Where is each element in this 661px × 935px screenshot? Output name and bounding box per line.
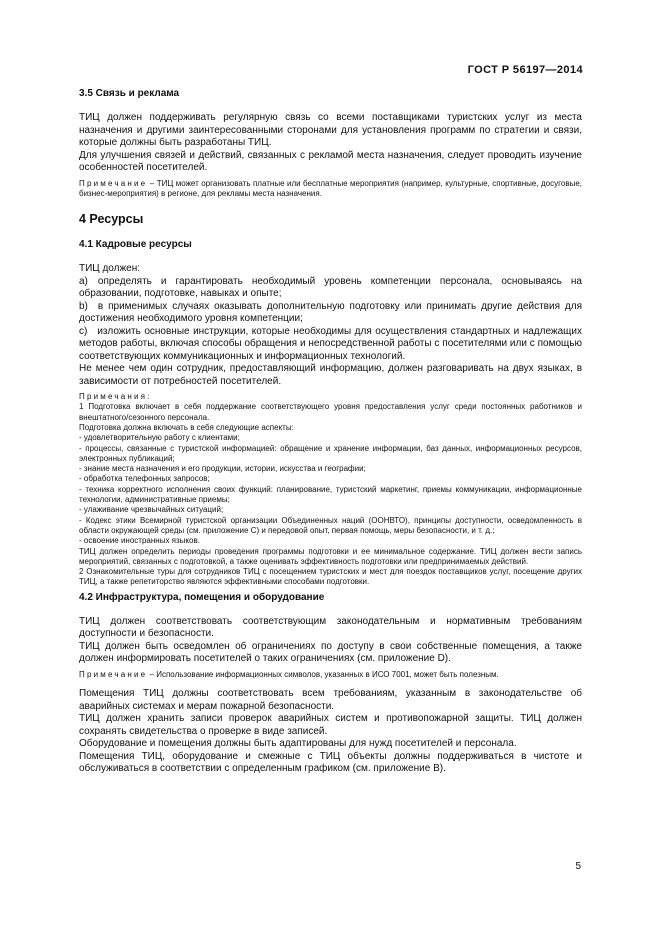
section-4-2-paragraph-6: Помещения ТИЦ, оборудование и смежные с ТИЦ объекты должны поддерживаться в чистоте и обслуживаться в соответствии с определенным графиком (см. приложение В). xyxy=(79,750,582,775)
notes-label: Примечания: xyxy=(79,392,152,402)
note-1-training-periods: ТИЦ должен определить периоды проведения программы подготовки и ее минимальное содержание. ТИЦ должен вести запись мероприятий, связанных с подготовкой, а также оценивать эффективность подготовки или предпринимаемых действий. xyxy=(79,546,582,566)
note-aspect-item: - освоение иностранных языков. xyxy=(79,536,200,546)
section-4-2-paragraph-5: Оборудование и помещения должны быть адаптированы для нужд посетителей и персонала. xyxy=(79,738,517,750)
page-content xyxy=(79,88,582,776)
section-4-title: 4 Ресурсы xyxy=(79,212,144,227)
section-4-2-title: 4.2 Инфраструктура, помещения и оборудование xyxy=(79,591,325,603)
note-label: Примечание xyxy=(79,178,148,188)
note-aspect-item: - техника корректного исполнения своих функций: планирование, туристский маркетинг, приемы коммуникации, информационные технологии, административные приемы; xyxy=(79,484,582,505)
note-aspect-item: - удовлетворительную работу с клиентами; xyxy=(79,433,240,443)
list-item-b: b) в применимых случаях оказывать дополнительную подготовку или принимать другие действия для достижения необходимого уровня компетенции; xyxy=(79,300,582,325)
section-4-1-title: 4.1 Кадровые ресурсы xyxy=(79,239,192,251)
section-4-2-paragraph-4: ТИЦ должен хранить записи проверок аварийных систем и противопожарной защиты. ТИЦ должен сохранять свидетельства о проверке в виде записей. xyxy=(79,713,582,737)
section-3-5-note xyxy=(79,179,582,200)
section-3-5-paragraph xyxy=(79,112,582,150)
note-aspect-item: - Кодекс этики Всемирной туристской организации Объединенных наций (ООНВТО), принципы доступности, осведомленность в области окружающей среды (см. приложение С) и передовой опыт, первая помощь, меры безопасности, и т. д.; xyxy=(79,515,582,535)
section-4-2-paragraph-2: ТИЦ должен быть осведомлен об ограничениях по доступу в свои собственные помещения, а также должен информировать посетителей о таких ограничениях (см. приложение D). xyxy=(79,640,582,665)
standard-code-header: ГОСТ Р 56197—2014 xyxy=(467,64,583,76)
section-4-1-intro: ТИЦ должен: xyxy=(79,263,141,275)
note-2: 2 Ознакомительные туры для сотрудников ТИЦ с посещением туристских и мест для поездок поставщиков услуг, посещение других ТИЦ, а также репетиторство являются эффективными способами подготовки. xyxy=(79,567,582,587)
note-label: Примечание xyxy=(79,669,148,679)
note-aspect-item: - процессы, связанные с туристской информацией: обращение и хранение информации, баз данных, информационных ресурсов, электронных публикаций; xyxy=(79,443,582,463)
note-text: – ТИЦ может организовать платные или бесплатные мероприятия (например, культурные, спортивные, досуговые, бизнес-мероприятия) в регионе, для рекламы места назначения. xyxy=(79,178,582,198)
section-4-2-note xyxy=(79,670,582,680)
section-4-2-paragraph-1: ТИЦ должен соответствовать соответствующим законодательным и нормативным требованиям доступности и безопасности. xyxy=(79,615,582,640)
list-item-c: c) изложить основные инструкции, которые необходимы для осуществления стандартных и надлежащих методов работы, включая способы обращения и непосредственной работы с посетителями или с помощью соответствующих коммуникационных и информационных технологий. xyxy=(79,325,582,362)
note-text: – Использование информационных символов, указанных в ИСО 7001, может быть полезным. xyxy=(147,669,499,679)
note-1-aspects-intro: Подготовка должна включать в себя следующие аспекты: xyxy=(79,422,294,432)
section-3-5-p1: ТИЦ должен поддерживать регулярную связь со всеми поставщиками туристских услуг из места назначения и другими заинтересованными сторонами для установления программ по стратегии и связи, которые должны быть разработаны ТИЦ. xyxy=(79,112,582,148)
note-aspect-item: - знание места назначения и его продукции, истории, искусства и географии; xyxy=(79,464,366,474)
note-1: 1 Подготовка включает в себя поддержание соответствующего уровня предоставления услуг среди постоянных работников и внештатного/сезонного персонала. xyxy=(79,402,582,422)
note-aspect-item: - обработка телефонных запросов; xyxy=(79,474,210,484)
section-3-5-title: 3.5 Связь и реклама xyxy=(79,88,180,99)
note-aspect-item: - улаживание чрезвычайных ситуаций; xyxy=(79,505,224,515)
list-item-a: а) определять и гарантировать необходимый уровень компетенции персонала, основываясь на образовании, подготовке, навыках и опыте; xyxy=(79,275,582,300)
section-4-2-paragraph-3: Помещения ТИЦ должны соответствовать всем требованиям, указанным в законодательстве об аварийных системах и мерам пожарной безопасности. xyxy=(79,688,582,712)
section-3-5-paragraph-2: Для улучшения связей и действий, связанных с рекламой места назначения, следует проводить изучение особенностей посетителей. xyxy=(79,149,582,173)
language-requirement: Не менее чем один сотрудник, предоставляющий информацию, должен разговаривать на двух языках, в зависимости от потребностей посетителей. xyxy=(79,363,582,387)
page-number: 5 xyxy=(575,861,581,872)
